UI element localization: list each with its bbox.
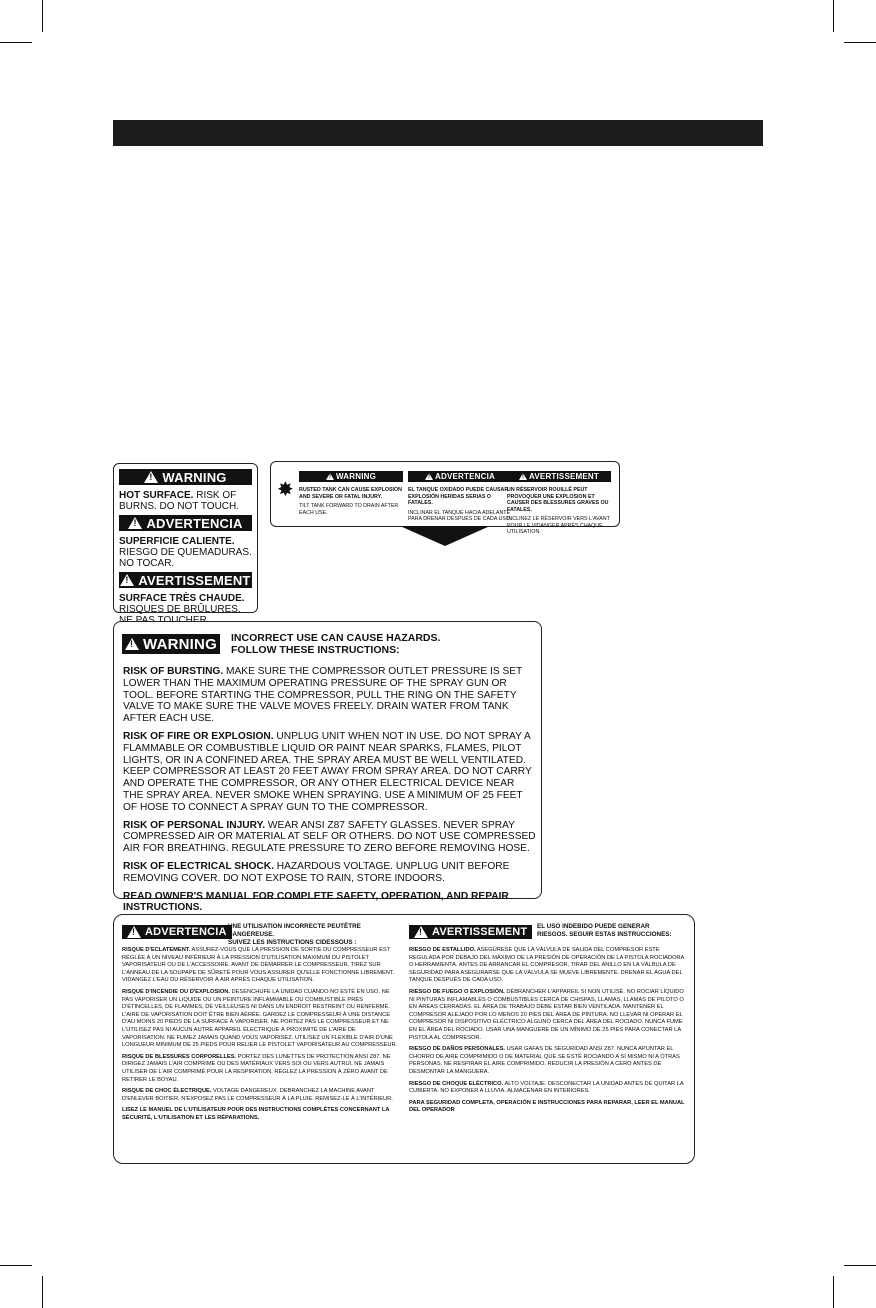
hazard-paragraph: RISK OF PERSONAL INJURY. WEAR ANSI Z87 SAFETY GLASSES. NEVER SPRAY COMPRESSED AIR OR MATERIAL AT SELF OR OTHERS. DO NOT USE COMPRESSED AIR FOR BREATHING. REGULATE PRESSURE TO ZERO BEFORE REMOVING HOSE. — [123, 819, 536, 855]
warning-triangle-icon — [120, 574, 134, 586]
advertencia-badge: ! ADVERTENCIA — [119, 515, 252, 531]
hazard-paragraph: RISQUE D'INCENDIE OU D'EXPLOSION. DESENCHUFE LA UNIDAD CUANDO NO ESTÉ EN USO. NE PAS VAPORISER UN LIQUIDE OU UN PEINTURE INFLAMMABLE OU COMBUSTIBLE PRÈS D'ÉTINCELLES, DE FLAMMES, DE VEILLEUSES NI DANS UN ENDROIT RESTREINT OU RENFERMÉ. L'AIRE DE VAPORISATION DOIT ÊTRE BIEN AÉRÉE. GARDEZ LE COMPRESSEUR À UNE DISTANCE D'AU MOINS 20 PIEDS DE LA SURFACE À VAPORISER. NE PORTEZ PAS LE COMPRESSEUR ET NE L'UTILISEZ PAS NI AUCUN AUTRE APPAREIL ÉLECTRIQUE À PROXIMITÉ DE L'AIRE DE VAPORISATION. NE FUMEZ JAMAIS QUAND VOUS VAPORISEZ. UTILISEZ UN FLEXIBLE D'AIR D'UNE LONGUEUR MINIMUM DE 25 PIEDS POUR RELIER LE PISTOLET VAPORISATEUR AU COMPRESSEUR. — [122, 988, 398, 1049]
label-body — [409, 947, 687, 1119]
label-body — [122, 947, 400, 1126]
hazard-paragraph: RISK OF ELECTRICAL SHOCK. HAZARDOUS VOLTAGE. UNPLUG UNIT BEFORE REMOVING COVER. DO NOT EXPOSE TO RAIN, STORE INDOORS. — [123, 860, 510, 884]
label-text: TILT TANK FORWARD TO DRAIN AFTER EACH USE. — [299, 503, 399, 516]
advertencia-badge: ! ADVERTENCIA — [408, 471, 512, 482]
rust-column-es — [408, 467, 512, 523]
label-header: INCORRECT USE CAN CAUSE HAZARDS. FOLLOW THESE INSTRUCTIONS: — [231, 632, 441, 656]
hazard-paragraph: PARA SEGURIDAD COMPLETA, OPERACIÓN E INSTRUCCIONES PARA REPARAR, LEER EL MANUAL DEL OPERADOR — [409, 1099, 685, 1114]
label-text: UN RÉSERVOIR ROUILLÉ PEUT PROVOQUER UNE EXPLOSION ET CAUSER DES BLESSURES GRAVES OU FATALES. — [507, 487, 609, 513]
warning-triangle-icon — [144, 471, 158, 483]
rust-column-en — [299, 467, 403, 516]
warning-triangle-icon — [519, 473, 527, 480]
warning-badge: ! WARNING — [122, 634, 220, 654]
hazard-paragraph: RISQUE DE CHOC ÉLECTRIQUE. VOLTAGE DANGEREUX. DEBRANCHEZ LA MACHINE AVANT D'ENLEVER BOITIER. N'EXPOSEZ PAS LE COMPRESSEUR À LA PLUIE. REMISEZ-LE À L'INTÉRIEUR. — [122, 1088, 393, 1102]
hot-surface-label — [113, 463, 258, 613]
bilingual-warning-label — [113, 914, 695, 1164]
warning-triangle-icon — [128, 517, 142, 529]
warning-triangle-icon — [425, 473, 433, 480]
hazard-paragraph: RIESGO DE ESTALLIDO. ASEGÚRESE QUE LA VÁLVULA DE SALIDA DEL COMPRESOR ESTE REGULADA POR DEBAJO DEL MÁXIMO DE LA PRESIÓN DE OPERACIÓN DE LA PISTOLA ROCIADORA O HERRAMIENTA. ANTES DE ARRANCAR EL COMPRESOR, TIRAR DEL ANILLO EN LA VÁLBULA DE SEGURIDAD PARA ASEGURARSE QUE LA VÁLVULA SE MUEVE LIBREMENTE. DRENAR EL AGUA DEL TANQUE DESPUÉS DE CADA USO. — [409, 947, 684, 984]
crop-mark — [42, 1276, 43, 1308]
header-bar — [113, 120, 763, 146]
warning-badge: ! WARNING — [299, 471, 403, 482]
crop-mark — [833, 1276, 834, 1308]
label-text: INCLINAR EL TANQUE HACIA ADELANTE PARA DRENAR DESPUÉS DE CADA USO. — [408, 509, 512, 522]
avertissement-badge: ! AVERTISSEMENT — [409, 925, 532, 939]
label-header: EL USO INDEBIDO PUEDE GENERAR RIESGOS. SEGUIR ESTAS INSTRUCCIONES: — [537, 923, 672, 938]
label-text: SUPERFICIE CALIENTE. RIESGO DE QUEMADURAS. NO TOCAR. — [119, 536, 252, 569]
crop-mark — [0, 42, 32, 43]
hazard-paragraph: RISK OF BURSTING. MAKE SURE THE COMPRESSOR OUTLET PRESSURE IS SET LOWER THAN THE MAXIMUM OPERATING PRESSURE OF THE SPRAY GUN OR TOOL. BEFORE STARTING THE COMPRESSOR, PULL THE RING ON THE SAFETY VALVE TO MAKE SURE THE VALVE MOVES FREELY. DRAIN WATER FROM TANK AFTER EACH USE. — [123, 666, 523, 725]
hazard-paragraph: RIESGO DE FUEGO O EXPLOSIÓN. DÉBRANCHER L'APPAREIL SI NON UTILISÉ. NO ROCIAR LÍQUIDO NI PINTURAS INFLAMABLES O COMBUSTIBLES CERCA DE CHISPAS, LLAMAS, LLAMAS DE PILOTO O EN ÁREAS CERRADAS. EL ÁREA DE TRABAJO DEBE ESTAR BIEN VENTILADA. MANTENER EL COMPRESOR ALEJADO POR LO MENOS 20 PIES DEL ÁREA DE PINTURA. NO LLEVAR NI OPERAR EL COMPRESOR NI DISPOSITIVO ELÉCTRICO ALGUNO CERCA DEL ÁREA DEL ROCIADO. NUNCA FUME EN EL ÁREA DEL ROCIADO. USAR UNA MANGUERE DE UN MÍNIMO DE 25 PIES PARA CONECTAR LA PISTOLA AL COMPRESOR. — [409, 988, 684, 1041]
hazard-paragraph: RISQUE DE BLESSURES CORPORELLES. PORTEZ DES LUNETTES DE PROTECTION ANSI Z87. NE DIRIGEZ JAMAIS L'AIR COMPRIME OU DES MATÉRIAUX VERS SOI OU VERS AUTRUI. NE JAMAIS UTILISER DE L'AIR COMPRIMÉ POUR LA RESPIRATION. RÉGLEZ LA PRESSION À ZÉRO AVANT DE RETIRER LE BOYAU. — [122, 1053, 391, 1083]
label-body — [123, 666, 536, 920]
avertissement-badge: ! AVERTISSEMENT — [507, 471, 611, 482]
rust-column-fr — [507, 467, 611, 536]
label-header: UNE UTILISATION INCORRECTE PEUTÊTRE DANGEREUSE. SUIVEZ LES INSTRUCTIONS CIDESSOUS : — [228, 923, 361, 946]
crop-mark — [42, 0, 43, 32]
rusted-tank-label — [270, 461, 620, 535]
avertissement-badge: ! AVERTISSEMENT — [119, 572, 252, 588]
crop-mark — [844, 1265, 876, 1266]
hazard-paragraph: RIESGO DE CHOQUE ELÉCTRICO. ALTO VOLTAJE. DESCONECTAR LA UNIDAD ANTES DE QUITAR LA CUBIERTA. NO EXPONER A LLUVIA. ALMACENAR EN INTERIORES. — [409, 1080, 684, 1095]
hazard-paragraph: LISEZ LE MANUEL DE L'UTILISATEUR POUR DES INSTRUCTIONS COMPLÈTES CONCERNANT LA SÉCURITÉ, L'UTILISATION ET LES RÉPARATIONS. — [122, 1107, 390, 1121]
explosion-icon: ✸ — [277, 479, 294, 501]
label-text: SURFACE TRÈS CHAUDE. RISQUES DE BRÛLURES. — [119, 593, 245, 615]
hazard-paragraph: RISK OF FIRE OR EXPLOSION. UNPLUG UNIT WHEN NOT IN USE. DO NOT SPRAY A FLAMMABLE OR COMBUSTIBLE LIQUID OR PAINT NEAR SPARKS, FLAMES, PILOT LIGHTS, OR IN A CONFINED AREA. THE SPRAY AREA MUST BE WELL VENTILATED. KEEP COMPRESSOR AT LEAST 20 FEET AWAY FROM SPRAY AREA. DO NOT CARRY AND OPERATE THE COMPRESSOR, OR ANY OTHER ELECTRICAL DEVICE NEAR THE SPRAY AREA. NEVER SMOKE WHEN SPRAYING. USE A MINIMUM OF 25 FEET OF HOSE TO CONNECT A SPRAY GUN TO THE COMPRESSOR. — [123, 730, 532, 813]
warning-triangle-icon — [414, 926, 428, 938]
label-text: INCLINEZ LE RÉSERVOIR VERS L'AVANT POUR LE VIDANGER APRÈS CHAQUE UTILISATION. — [507, 516, 610, 535]
warning-triangle-icon — [326, 473, 334, 480]
crop-mark — [833, 0, 834, 32]
label-text: RUSTED TANK CAN CAUSE EXPLOSION AND SEVERE OR FATAL INJURY. — [299, 487, 402, 500]
english-warning-label — [113, 621, 542, 914]
label-text: HOT SURFACE. RISK OF BURNS. DO NOT TOUCH. — [119, 490, 240, 512]
warning-badge: ! WARNING — [119, 469, 252, 485]
warning-triangle-icon — [127, 926, 141, 938]
hazard-paragraph: READ OWNER'S MANUAL FOR COMPLETE SAFETY, OPERATION, AND REPAIR INSTRUCTIONS. — [123, 890, 509, 914]
down-arrow-icon — [400, 526, 490, 546]
advertencia-badge: ! ADVERTENCIA — [122, 925, 232, 939]
hazard-paragraph: RIESGO DE DAÑOS PERSONALES. USAR GAFAS DE SEGURIDAD ANSI Z87. NUNCA APUNTAR EL CHORRO DE AIRE COMPRIMIDO O DE MATERIAL QUE SE ESTÉ ROCIANDO A SÍ MISMO NI A OTRAS PERSONAS. NE RESPIRAR EL AIRE COMPRIMIDO. REDUCIR LA PRESIÓN A CERO ANTES DE DESMONTAR LA MANGUERA. — [409, 1046, 680, 1075]
crop-mark — [0, 1265, 32, 1266]
hazard-paragraph: RISQUE D'ECLATEMENT. ASSUREZ-VOUS QUE LA PRESSION DE SORTIE DU COMPRESSEUR EST RÉGLÉE À UN NIVEAU INFÉRIEUR À LA PRESSION D'UTILISATION MAXIMUM DU PISTOLET VAPORISATEUR OU DE L'ACCESSOIRE. AVANT DE DÉMARRER LE COMPRESSEUR, TIREZ SUR L'ANNEAU DE LA SOUPAPE DE SÛRETÉ POUR VOUS ASSURER QU'ELLE FONCTIONNE LIBREMENT. VIDANGEZ L'EAU DU RÉSERVOIR À AIR APRÈS CHAQUE UTILISATION. — [122, 947, 395, 984]
warning-triangle-icon — [125, 638, 139, 650]
crop-mark — [844, 42, 876, 43]
label-text: EL TANQUE OXIDADO PUEDE CAUSAR EXPLOSIÓN HERIDAS SERIAS O FATALES. — [408, 487, 509, 506]
